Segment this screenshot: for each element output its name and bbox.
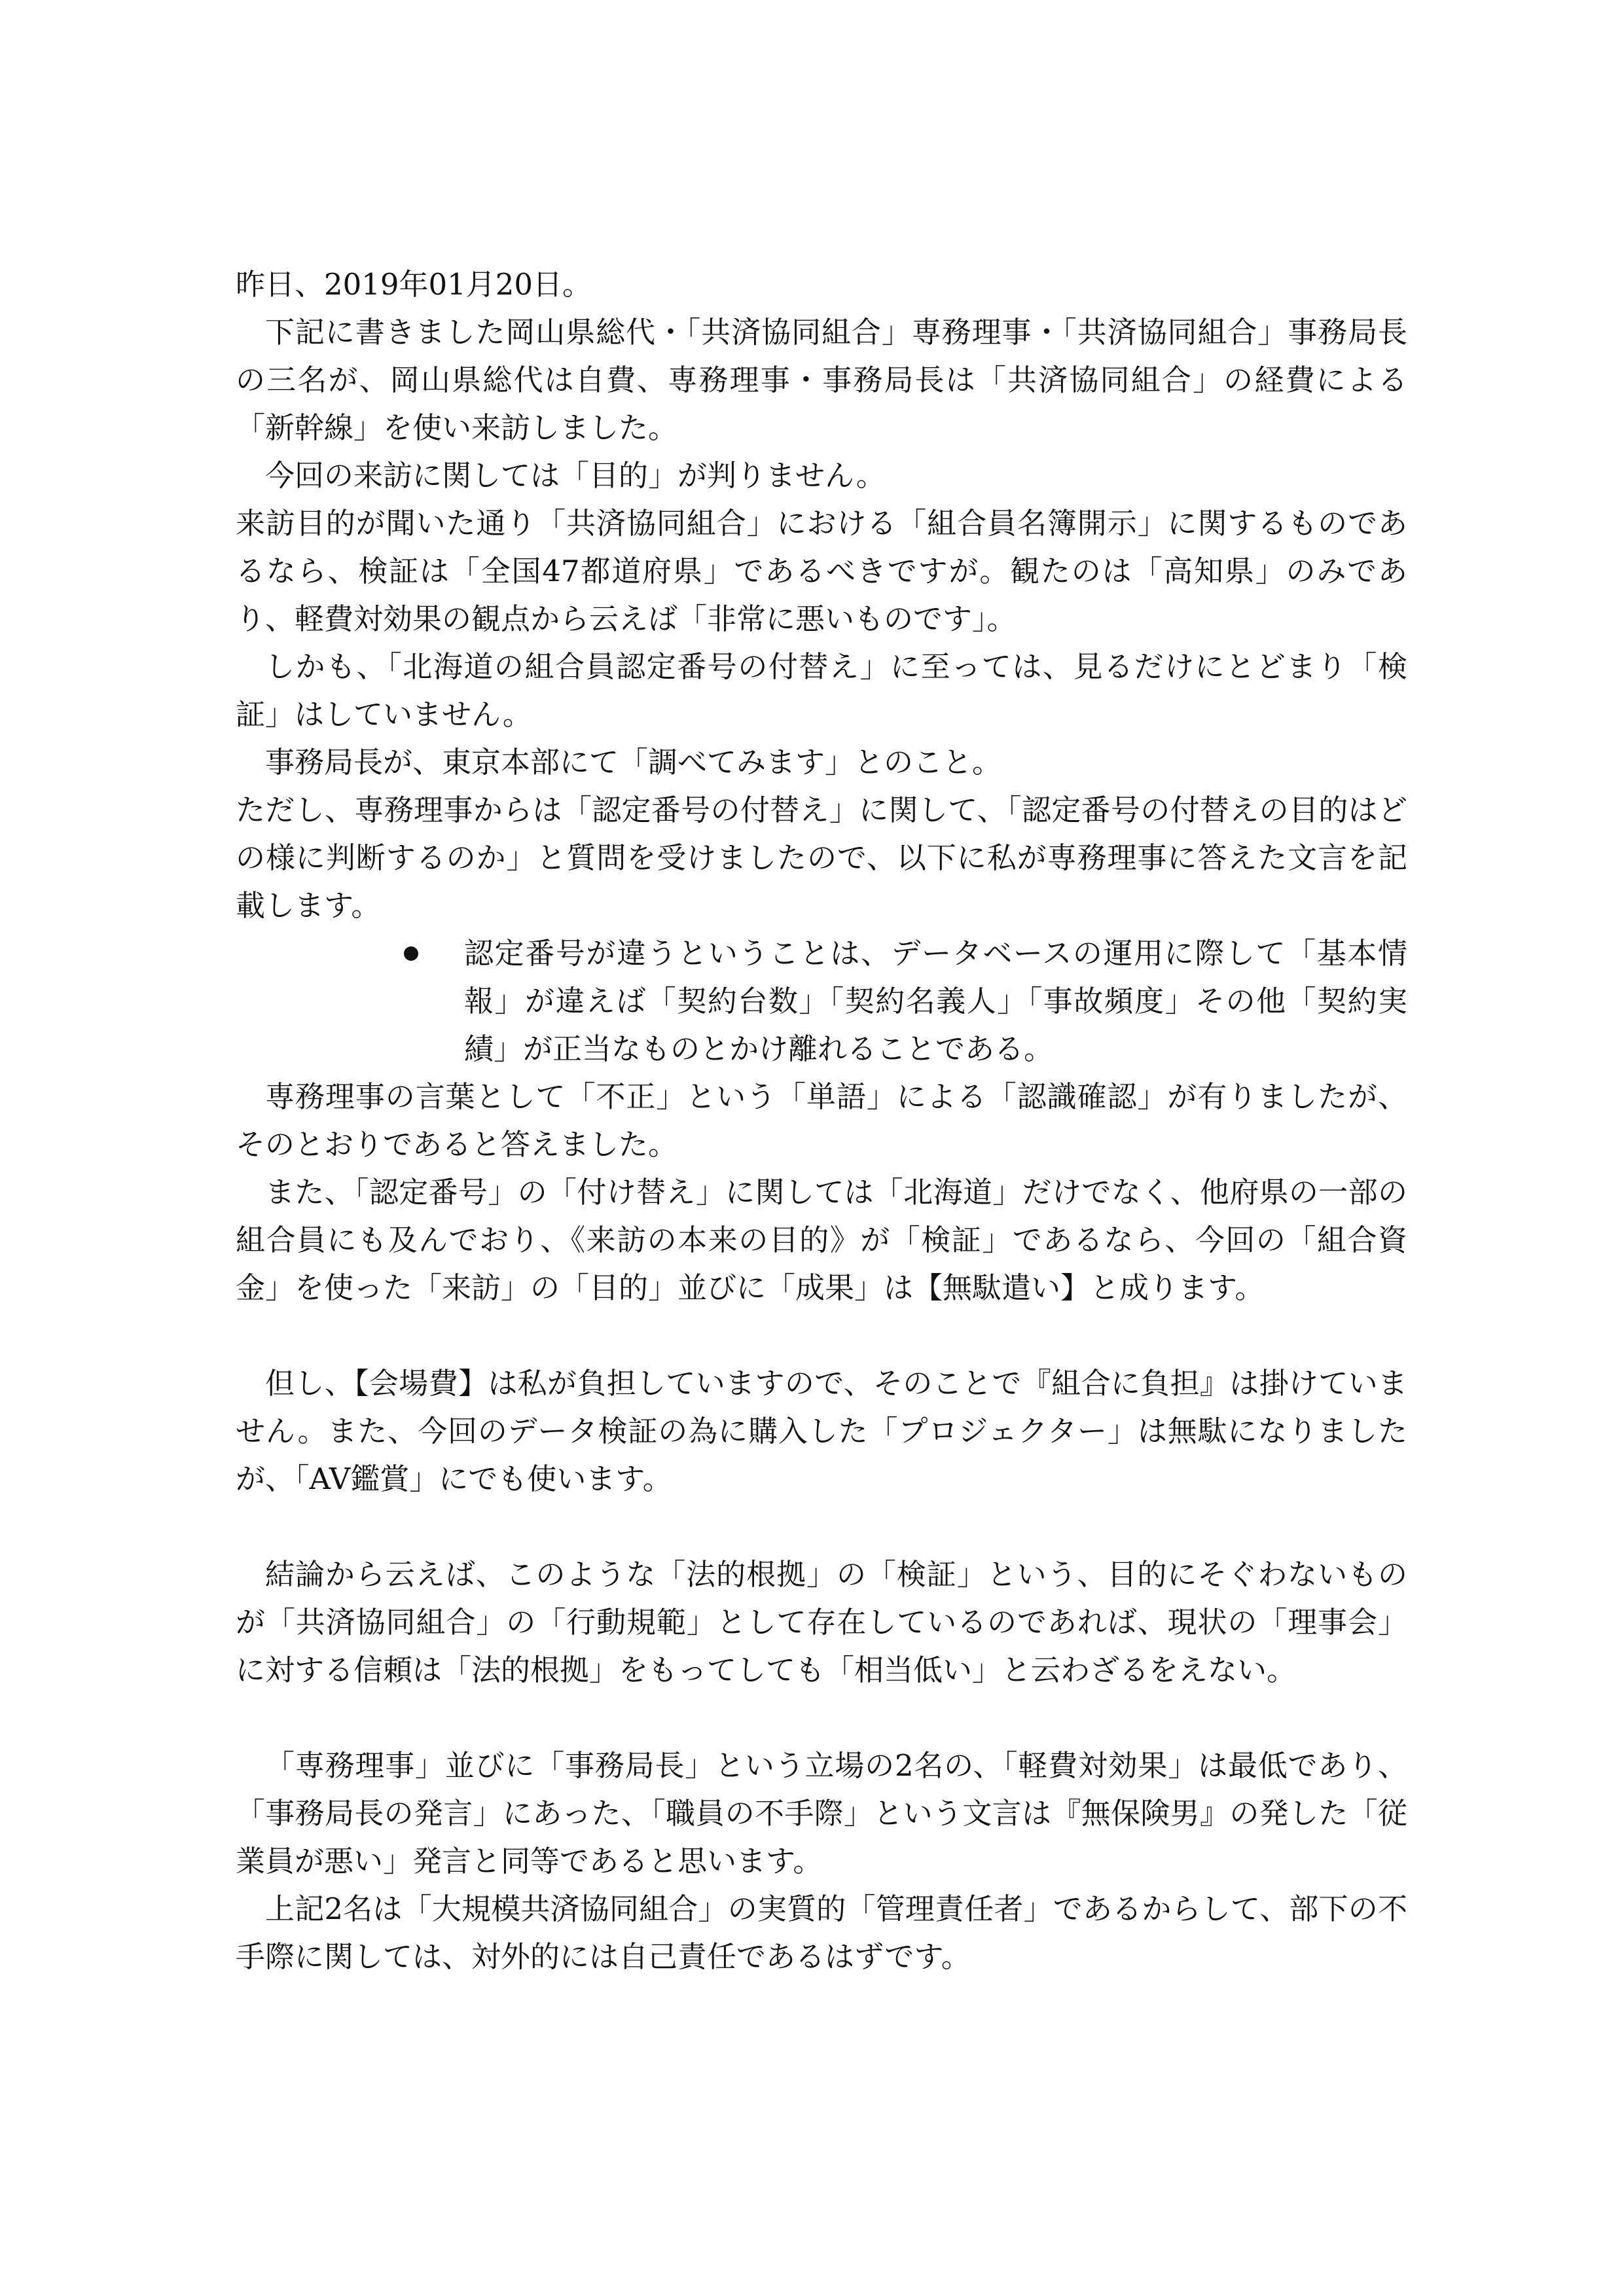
blank-line xyxy=(236,1694,1407,1742)
paragraph-conclusion: 結論から云えば、このような「法的根拠」の「検証」という、目的にそぐわないものが「共済協同組合」の「行動規範」として存在しているのであれば、現状の「理事会」に対する信頼は「法的根拠」をもってしても「相当低い」と云わざるをえない。 xyxy=(236,1557,1407,1687)
bullet-list xyxy=(404,929,1407,1073)
bullet-text: 認定番号が違うということは、データベースの運用に際して「基本情報」が違えば「契約台数」「契約名義人」「事故頻度」その他「契約実績」が正当なものとかけ離れることである。 xyxy=(464,936,1407,1066)
blank-line xyxy=(236,1312,1407,1359)
bullet-icon xyxy=(404,929,464,977)
paragraph-purpose-unknown: 今回の来訪に関しては「目的」が判りません。 xyxy=(265,458,886,493)
paragraph-waste: また、「認定番号」の「付け替え」に関しては「北海道」だけでなく、他府県の一部の組合員にも及んでおり、《来訪の本来の目的》が「検証」であるなら、今回の「組合資金」を使った「来訪」の「目的」並びに「成果」は【無駄遣い】と成ります。 xyxy=(236,1175,1407,1305)
paragraph-responsibility: 上記2名は「大規模共済協同組合」の実質的「管理責任者」であるからして、部下の不手際に関しては、対外的には自己責任であるはずです。 xyxy=(236,1892,1407,1974)
paragraph-venue-cost: 但し、【会場費】は私が負担していますので、そのことで『組合に負担』は掛けていません。また、今回のデータ検証の為に購入した「プロジェクター」は無駄になりましたが、「AV鑑賞」にでも使います。 xyxy=(236,1366,1407,1496)
paragraph-verification-scope: 来訪目的が聞いた通り「共済協同組合」における「組合員名簿開示」に関するものであるなら、検証は「全国47都道府県」であるべきですが。観たのは「高知県」のみであり、軽費対効果の観点から云えば「非常に悪いものです」。 xyxy=(236,506,1407,636)
date-line: 昨日、2019年01月20日。 xyxy=(236,267,592,302)
document-body xyxy=(236,260,1407,1981)
paragraph-hokkaido: しかも、「北海道の組合員認定番号の付替え」に至っては、見るだけにとどまり「検証」はしていません。 xyxy=(236,649,1407,732)
paragraph-tokyo-hq: 事務局長が、東京本部にて「調べてみます」とのこと。 xyxy=(265,745,1002,780)
list-item xyxy=(404,929,1407,1073)
paragraph-cost-effectiveness: 「専務理事」並びに「事務局長」という立場の2名の、「軽費対効果」は最低であり、「事務局長の発言」にあった、「職員の不手際」という文言は『無保険男』の発した「従業員が悪い」発言と同等であると思います。 xyxy=(236,1748,1407,1878)
blank-line xyxy=(236,1503,1407,1551)
paragraph-fraud-confirmation: 専務理事の言葉として「不正」という「単語」による「認識確認」が有りましたが、そのとおりであると答えました。 xyxy=(236,1079,1407,1162)
paragraph-visitors: 下記に書きました岡山県総代・「共済協同組合」専務理事・「共済協同組合」事務局長の三名が、岡山県総代は自費、専務理事・事務局長は「共済協同組合」の経費による「新幹線」を使い来訪しました。 xyxy=(236,315,1407,445)
paragraph-question: ただし、専務理事からは「認定番号の付替え」に関して、「認定番号の付替えの目的はどの様に判断するのか」と質問を受けましたので、以下に私が専務理事に答えた文言を記載します。 xyxy=(236,793,1407,923)
